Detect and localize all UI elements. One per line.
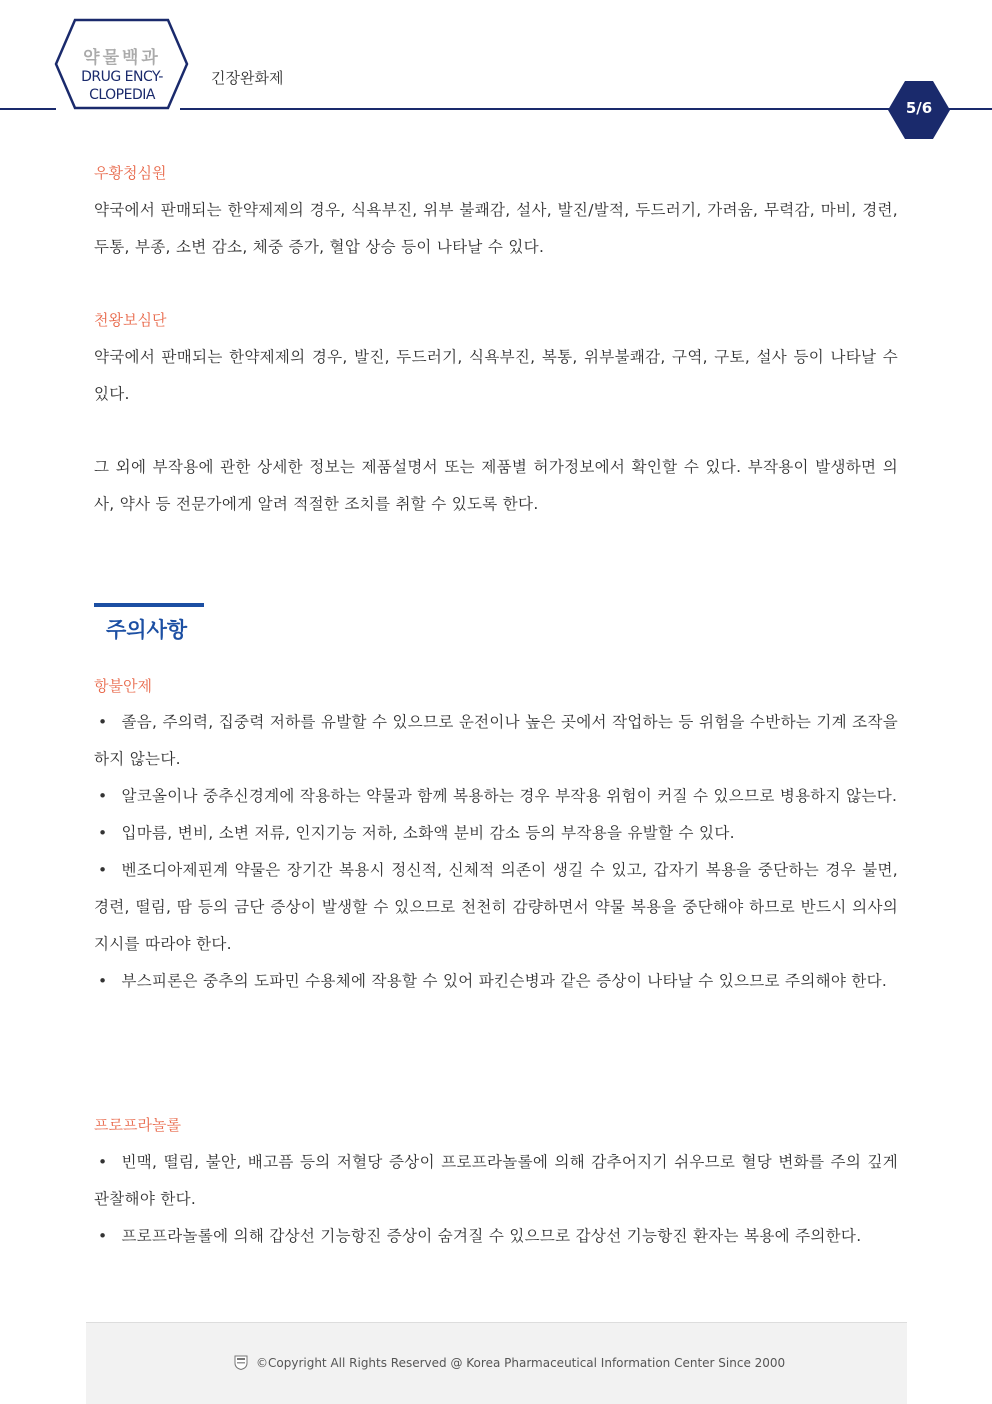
page-footer <box>86 1322 907 1404</box>
list-item: • 부스피론은 중추의 도파민 수용체에 작용할 수 있어 파킨슨병과 같은 증상이 나타날 수 있으므로 주의해야 한다. <box>94 963 898 1000</box>
list-item: • 알코올이나 중추신경계에 작용하는 약물과 함께 복용하는 경우 부작용 위험이 커질 수 있으므로 병용하지 않는다. <box>94 778 898 815</box>
bullet-list-propranolol <box>94 1144 898 1255</box>
copyright-text: ©Copyright All Rights Reserved @ Korea Pharmaceutical Information Center Since 2000 <box>256 1356 786 1370</box>
section-title-caution: 주의사항 <box>106 618 188 642</box>
footer-copyright-row <box>234 1354 785 1370</box>
logo-english-line2: CLOPEDIA <box>89 87 155 103</box>
subheading-propranolol: 프로프라놀롤 <box>94 1116 181 1134</box>
paragraph-side-effect-info: 그 외에 부작용에 관한 상세한 정보는 제품설명서 또는 제품별 허가정보에서 확인할 수 있다. 부작용이 발생하면 의사, 약사 등 전문가에게 알려 적절한 조치를 취할 수 있도록 한다. <box>94 458 898 513</box>
shield-icon <box>234 1354 248 1370</box>
logo-english-line1: DRUG ENCY- <box>81 69 163 85</box>
bullet-list-anti-anxiety <box>94 704 898 1000</box>
page-header <box>0 0 992 140</box>
section-title-bar <box>94 603 204 607</box>
list-item: • 벤조디아제핀계 약물은 장기간 복용시 정신적, 신체적 의존이 생길 수 있고, 갑자기 복용을 중단하는 경우 불면, 경련, 떨림, 땀 등의 금단 증상이 발생할 수 있으므로 천천히 감량하면서 약물 복용을 중단해야 하므로 반드시 의사의 지시를 따라야 한다. <box>94 852 898 963</box>
list-item: • 입마름, 변비, 소변 저류, 인지기능 저하, 소화액 분비 감소 등의 부작용을 유발할 수 있다. <box>94 815 898 852</box>
document-title: 긴장완화제 <box>211 69 284 87</box>
list-item: • 빈맥, 떨림, 불안, 배고픔 등의 저혈당 증상이 프로프라놀롤에 의해 감추어지기 쉬우므로 혈당 변화를 주의 깊게 관찰해야 한다. <box>94 1144 898 1218</box>
subheading-woohwang: 우황청심원 <box>94 164 167 182</box>
subheading-cheonwang: 천왕보심단 <box>94 311 167 329</box>
paragraph-cheonwang: 약국에서 판매되는 한약제제의 경우, 발진, 두드러기, 식욕부진, 복통, 위부불쾌감, 구역, 구토, 설사 등이 나타날 수 있다. <box>94 348 898 403</box>
page-number: 5/6 <box>905 99 933 117</box>
paragraph-woohwang: 약국에서 판매되는 한약제제의 경우, 식욕부진, 위부 불쾌감, 설사, 발진/발적, 두드러기, 가려움, 무력감, 마비, 경련, 두통, 부종, 소변 감소, 체중 증가, 혈압 상승 등이 나타날 수 있다. <box>94 201 898 256</box>
logo-korean: 약물백과 <box>83 48 161 68</box>
list-item: • 프로프라놀롤에 의해 갑상선 기능항진 증상이 숨겨질 수 있으므로 갑상선 기능항진 환자는 복용에 주의한다. <box>94 1218 898 1255</box>
list-item: • 졸음, 주의력, 집중력 저하를 유발할 수 있으므로 운전이나 높은 곳에서 작업하는 등 위험을 수반하는 기계 조작을 하지 않는다. <box>94 704 898 778</box>
subheading-anti-anxiety: 항불안제 <box>94 677 152 695</box>
